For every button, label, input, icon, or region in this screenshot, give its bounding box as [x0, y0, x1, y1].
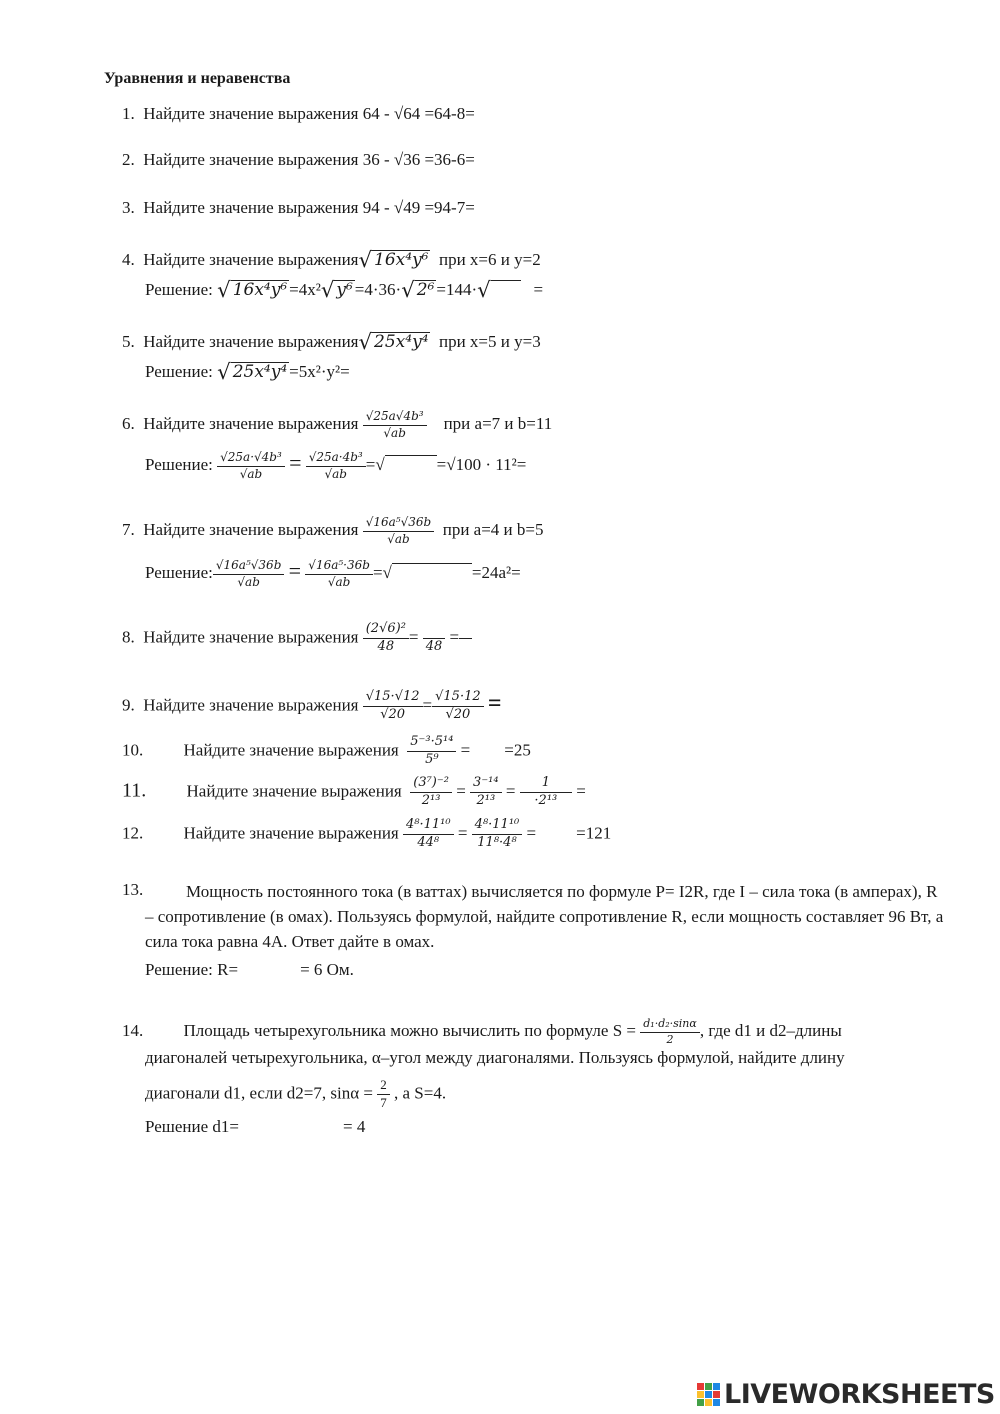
task-13-number: 13.: [122, 880, 144, 899]
task-4-solution: Решение: √ 16x⁴y⁶ =4x²√ y⁶ =4·36·√ 2⁶ =144·√ =: [145, 278, 544, 303]
task-1: 1. Найдите значение выражения 64 - √64 =64-8=: [122, 104, 475, 123]
task-14-solution: Решение d1= = 4: [145, 1117, 366, 1136]
task-11-fraction: $\frac{\text{(3⁷)⁻²}}{\text{2¹³}}$: [410, 776, 452, 809]
task-4-expr: 16x⁴y⁶: [374, 249, 429, 270]
logo-icon: [697, 1383, 720, 1406]
task-14-line2: диагоналей четырехугольника, α–угол между диагоналями. Пользуясь формулой, найдите длину: [145, 1048, 845, 1067]
logo-text: LIVEWORKSHEETS: [724, 1378, 995, 1410]
task-2: 2. Найдите значение выражения 36 - √36 =36-6=: [122, 150, 475, 169]
task-10: 10. Найдите значение выражения $\frac{\text{5⁻³·5¹⁴}}{\text{5⁹}}$ = =25: [122, 734, 531, 767]
task-10-fraction: $\frac{\text{5⁻³·5¹⁴}}{\text{5⁹}}$: [407, 735, 456, 768]
task-6-fraction: $\frac{\text{√25a√4b³}}{√ab}$: [363, 410, 427, 441]
task-14-formula: $\frac{\text{d₁·d₂·sinα}}{2}$: [640, 1018, 700, 1046]
task-14-line3: диагонали d1, если d2=7, sinα = $\frac{2}{7}$ , а S=4.: [145, 1077, 447, 1110]
answer-blank[interactable]: [491, 280, 521, 300]
task-5: 5. Найдите значение выражения√ 25x⁴y⁴ при x=5 и y=3: [122, 330, 541, 355]
liveworksheets-logo: [697, 1378, 995, 1410]
answer-blank[interactable]: [423, 622, 446, 639]
task-7-fraction: $\frac{\text{√16a⁵√36b}}{√ab}$: [363, 516, 434, 547]
task-3-text: Найдите значение выражения 94 - √49 =94-7=: [143, 198, 475, 217]
answer-blank[interactable]: [392, 563, 472, 583]
task-7: 7. Найдите значение выражения $\frac{\text{√16a⁵√36b}}{√ab}$ при a=4 и b=5: [122, 515, 544, 546]
answer-blank[interactable]: [385, 455, 437, 475]
task-1-text: Найдите значение выражения 64 - √64 =64-8=: [143, 104, 475, 123]
task-13-text: Мощность постоянного тока (в ваттах) вычисляется по формуле P= I2R, где I – сила тока (в амперах), R – сопротивление (в омах). Пользуясь формулой, найдите сопротивление R, если мощность составляет 96 Вт, а сила тока равна 4А. Ответ дайте в омах.: [145, 882, 944, 951]
task-13-solution: Решение: R= = 6 Ом.: [145, 960, 354, 979]
task-11: 11. Найдите значение выражения $\frac{\text{(3⁷)⁻²}}{\text{2¹³}}$ = $\frac{\text{3⁻¹⁴}}{\text{2¹³}}$ = $\frac{1}{\text{·2¹³}}$ =: [122, 775, 586, 808]
task-14: 14. Площадь четырехугольника можно вычислить по формуле S = $\frac{\text{d₁·d₂·sinα}}{2}$ , где d1 и d2–длины: [122, 1017, 842, 1046]
task-6-solution: Решение: $\frac{\text{√25a·√4b³}}{√ab}$ = $\frac{\text{√25a·4b³}}{√ab}$ =√ =√100 · 11²=: [145, 449, 527, 481]
task-5-expr: 25x⁴y⁴: [374, 331, 429, 352]
task-3: 3. Найдите значение выражения 94 - √49 =94-7=: [122, 198, 475, 217]
task-5-solution: Решение: √ 25x⁴y⁴ =5x²·y²=: [145, 360, 350, 385]
task-9: 9. Найдите значение выражения $\frac{√15\cdot√12}{√20}$ = $\frac{√15\cdot 12}{√20}$ =: [122, 689, 502, 722]
task-7-solution: Решение: $\frac{\text{√16a⁵√36b}}{√ab}$ = $\frac{\text{√16a⁵·36b}}{√ab}$ =√ =24a²=: [145, 557, 521, 589]
task-12: 12. Найдите значение выражения $\frac{\text{4⁸·11¹⁰}}{\text{44⁸}}$ = $\frac{\text{4⁸·11¹⁰}}{\text{11⁸·4⁸}}$ = =121: [122, 817, 612, 850]
task-4: 4. Найдите значение выражения√ 16x⁴y⁶ при x=6 и y=2: [122, 248, 541, 273]
page-title: Уравнения и неравенства: [104, 70, 291, 87]
task-12-fraction: $\frac{\text{4⁸·11¹⁰}}{\text{44⁸}}$: [403, 818, 454, 851]
task-8: 8. Найдите значение выражения $\frac{\text{(2√6)²}}{48}$ = 48 =: [122, 622, 472, 655]
task-6: 6. Найдите значение выражения $\frac{\text{√25a√4b³}}{√ab}$ при a=7 и b=11: [122, 409, 553, 440]
task-8-fraction: $\frac{\text{(2√6)²}}{48}$: [363, 622, 409, 655]
answer-blank[interactable]: [459, 622, 472, 639]
task-2-text: Найдите значение выражения 36 - √36 =36-6=: [143, 150, 475, 169]
task-9-fraction: $\frac{√15\cdot√12}{√20}$: [363, 690, 423, 723]
